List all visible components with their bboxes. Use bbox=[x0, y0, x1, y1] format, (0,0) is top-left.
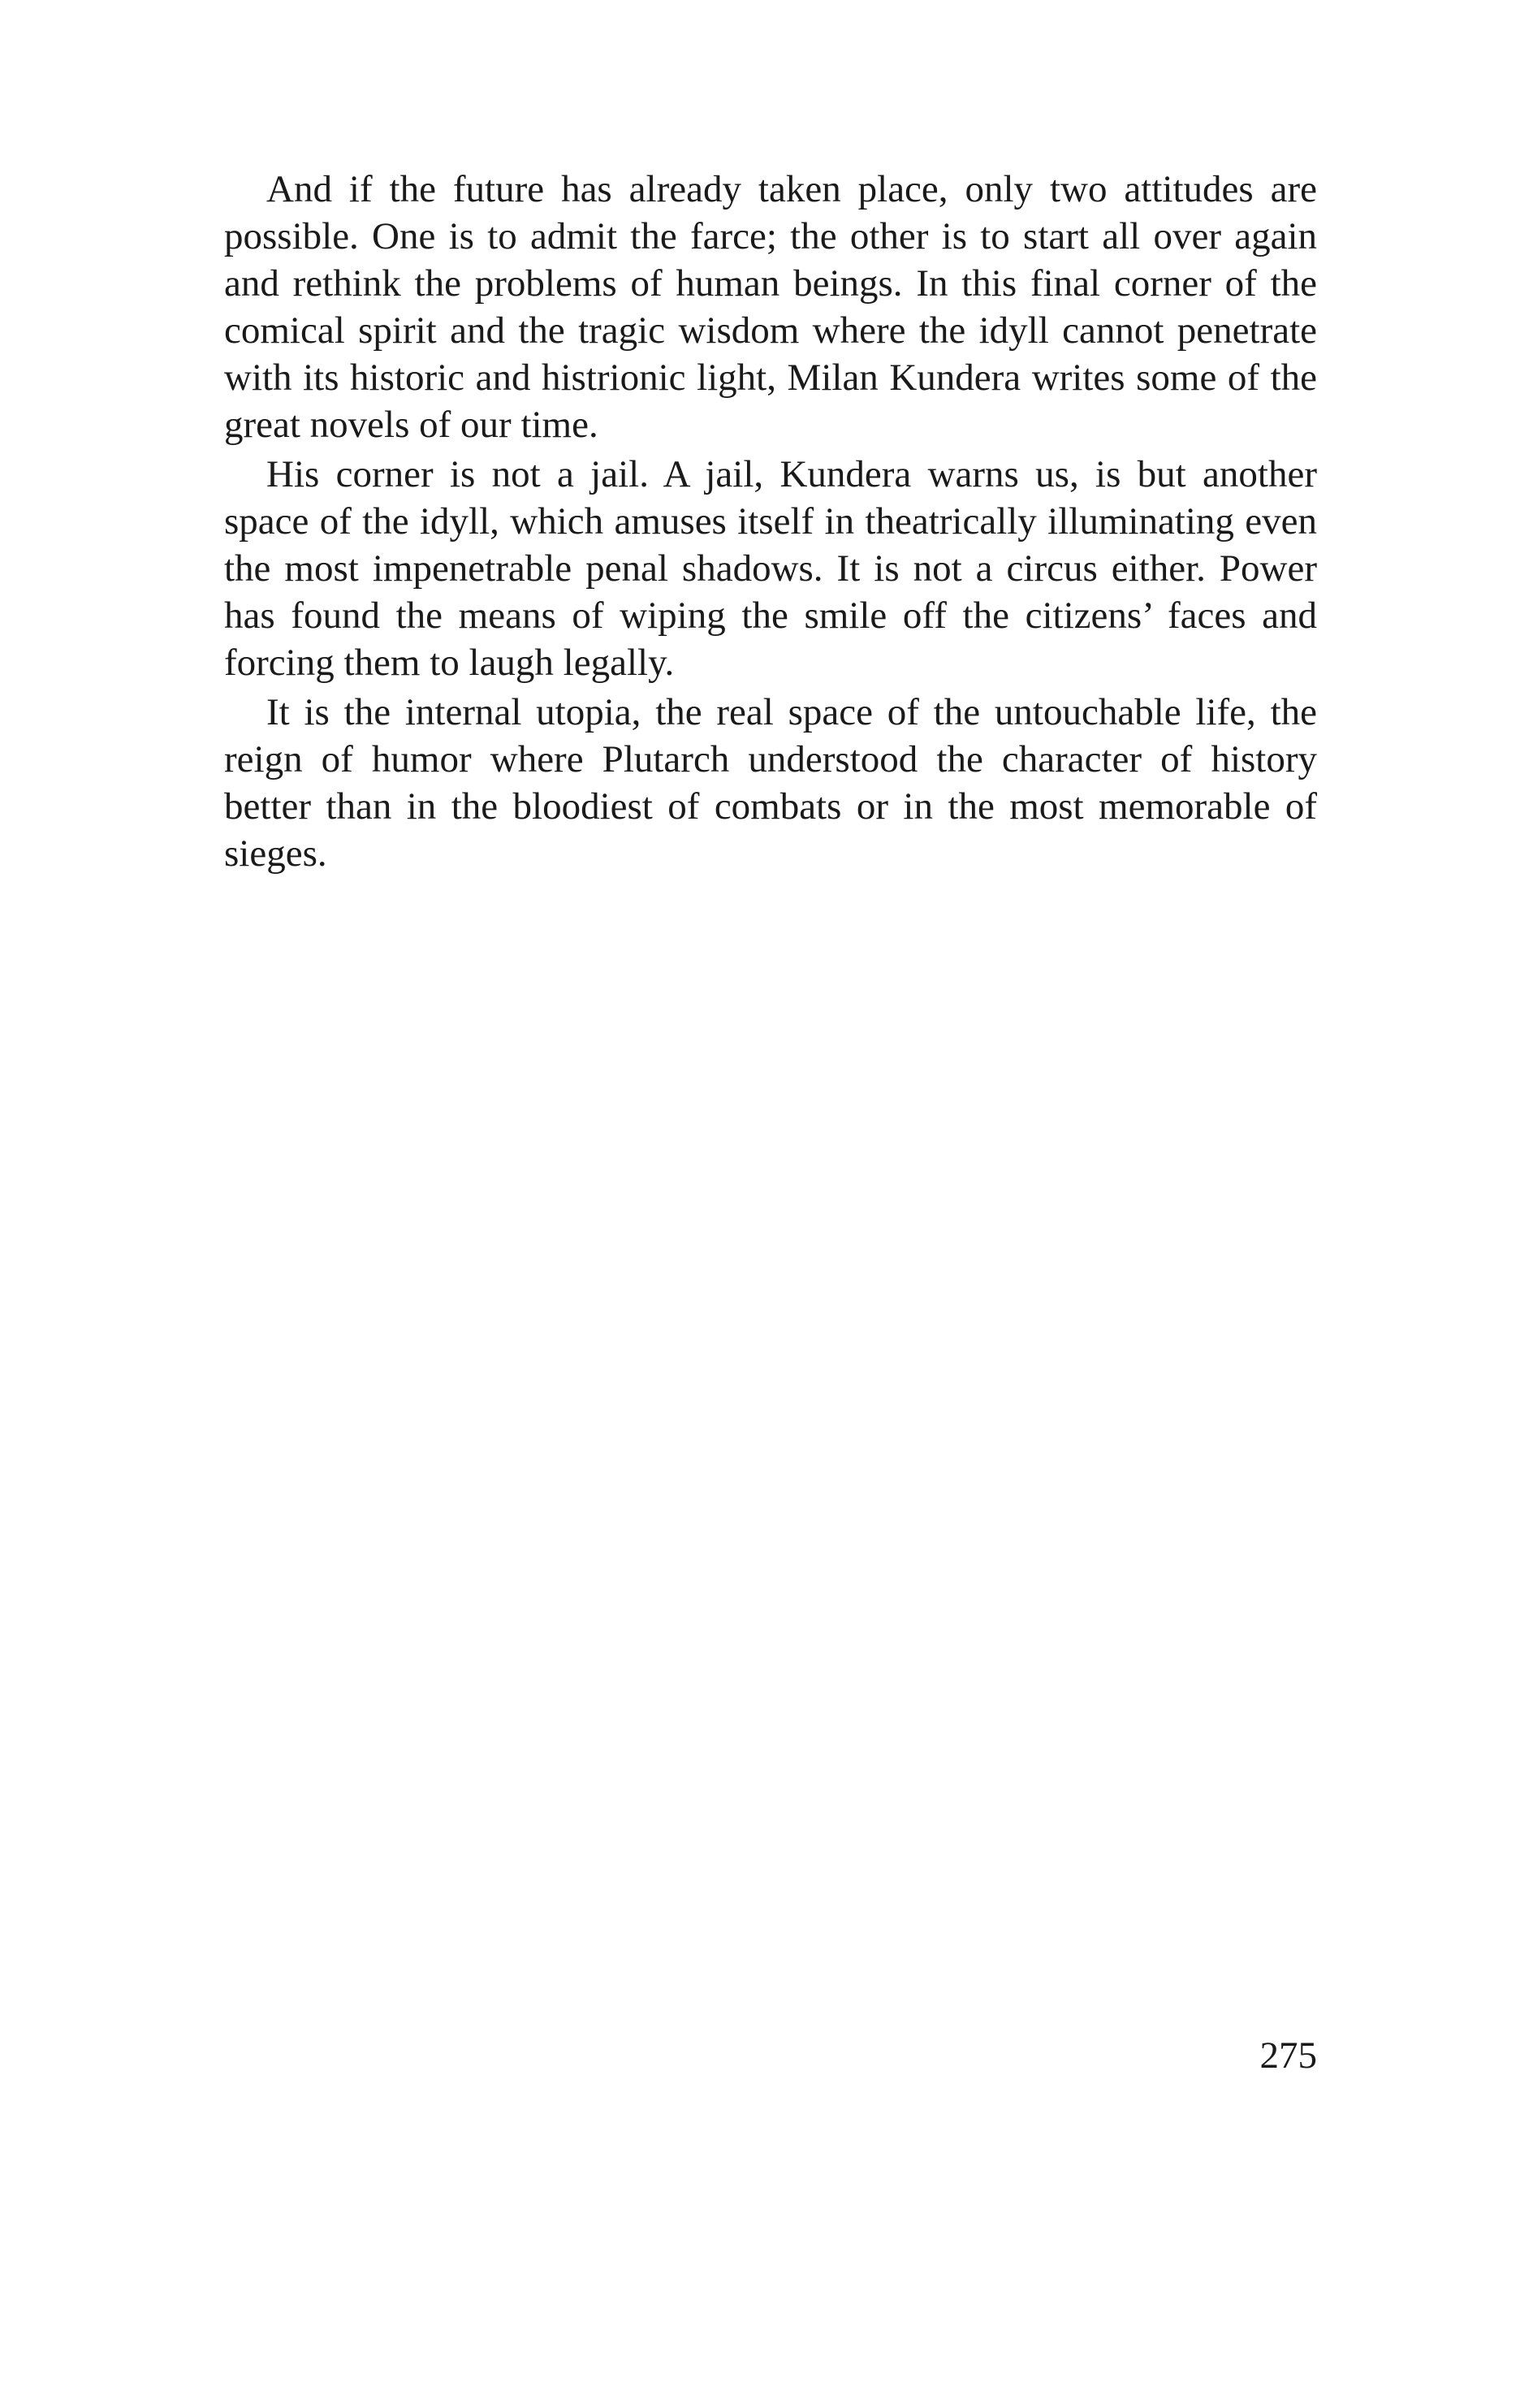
page-number: 275 bbox=[1259, 2034, 1317, 2077]
body-text bbox=[224, 166, 1317, 877]
paragraph-3: It is the internal utopia, the real space of the untouchable life, the reign of humor where Plutarch understood the character of history better than in the bloodiest of combats or in the most memorable of sieges. bbox=[224, 691, 1317, 875]
paragraph-2: His corner is not a jail. A jail, Kundera warns us, is but another space of the idyll, which amuses itself in theatrically illuminating even the most impenetrable penal shadows. It is not a circus either. Power has found the means of wiping the smile off the citizens’ faces and forcing them to laugh legally. bbox=[224, 453, 1317, 684]
paragraph-1: And if the future has already taken place, only two attitudes are possible. One is to admit the farce; the other is to start all over again and rethink the problems of human beings. In this final corner of the comical spirit and the tragic wisdom where the idyll cannot penetrate with its historic and histrionic light, Milan Kundera writes some of the great novels of our time. bbox=[224, 168, 1317, 446]
